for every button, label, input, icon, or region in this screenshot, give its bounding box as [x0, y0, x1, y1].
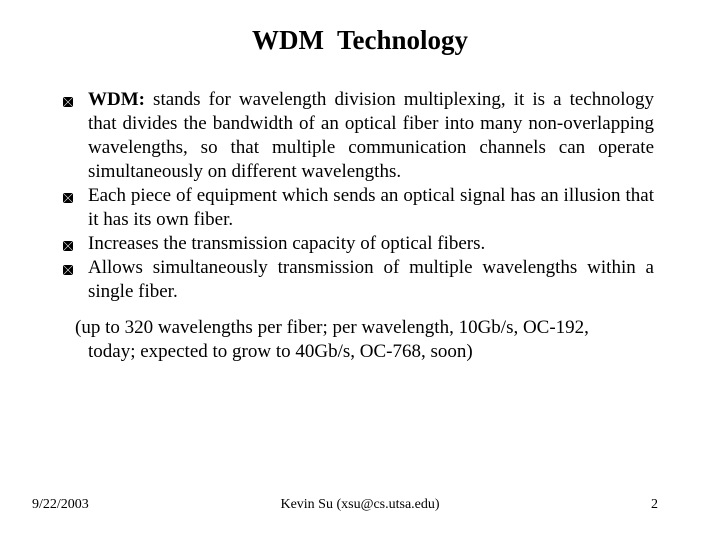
bullet-term: WDM: — [88, 89, 145, 110]
square-bullet-icon — [63, 97, 73, 107]
square-bullet-icon — [63, 265, 73, 275]
bullet-item-multiple-wavelengths — [0, 256, 720, 304]
bullet-text: stands for wavelength division multiplexing, it is a technology that divides the bandwidth of an optical fiber into many non-overlapping wavelengths, so that multiple communication channels can operate simultaneously on different wavelengths. — [88, 89, 654, 182]
footer-author: Kevin Su (xsu@cs.utsa.edu) — [280, 497, 440, 512]
bullet-text: Allows simultaneously transmission of multiple wavelengths within a single fiber. — [88, 257, 654, 302]
bullet-text: Each piece of equipment which sends an optical signal has an illusion that it has its own fiber. — [88, 185, 654, 230]
bullet-item-illusion — [0, 184, 720, 232]
bullet-item-wdm-definition — [0, 88, 720, 184]
slide-footer — [0, 495, 720, 515]
bullet-item-capacity — [0, 232, 720, 256]
note-line: today; expected to grow to 40Gb/s, OC-768, soon) — [88, 341, 473, 362]
note-line: (up to 320 wavelengths per fiber; per wavelength, 10Gb/s, OC-192, — [75, 317, 589, 338]
slide-title: WDM Technology — [251, 25, 469, 55]
bullet-list — [0, 88, 720, 304]
square-bullet-icon — [63, 193, 73, 203]
square-bullet-icon — [63, 241, 73, 251]
bullet-text: Increases the transmission capacity of optical fibers. — [88, 233, 486, 254]
page-number: 2 — [651, 497, 658, 512]
wavelength-note — [0, 316, 720, 364]
footer-date: 9/22/2003 — [32, 497, 89, 512]
